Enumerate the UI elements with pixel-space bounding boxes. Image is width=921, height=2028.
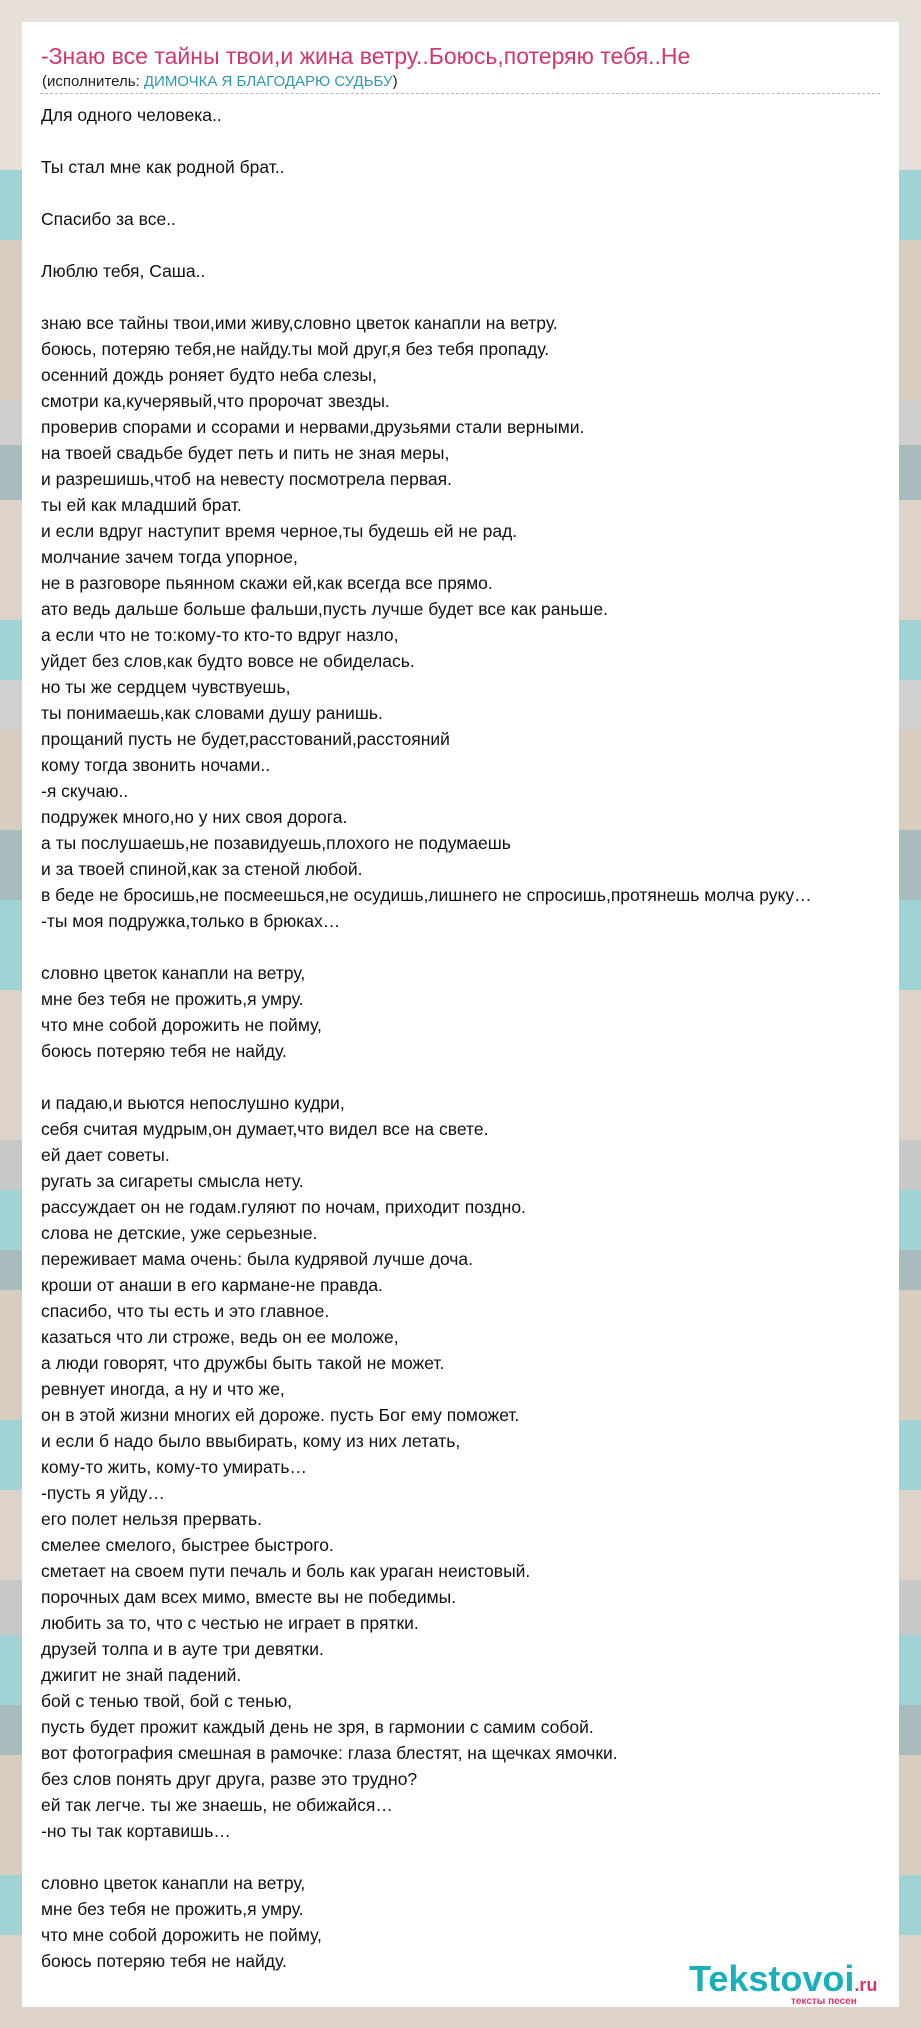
lyric-line: боюсь потеряю тебя не найду. xyxy=(41,1951,287,1971)
lyric-line xyxy=(41,1064,921,1090)
logo-name: Tekstovoi xyxy=(689,1958,855,1999)
logo-tld: .ru xyxy=(854,1975,878,1995)
lyric-line: прощаний пусть не будет,расстований,расстояний xyxy=(41,729,450,749)
lyric-line: а люди говорят, что дружбы быть такой не может. xyxy=(41,1353,445,1373)
lyric-line: и за твоей спиной,как за стеной любой. xyxy=(41,859,363,879)
lyric-line: подружек много,но у них своя дорога. xyxy=(41,807,348,827)
lyric-line: казаться что ли строже, ведь он ее моложе, xyxy=(41,1327,399,1347)
lyric-line: он в этой жизни многих ей дороже. пусть Бог ему поможет. xyxy=(41,1405,520,1425)
lyric-line: а ты послушаешь,не позавидуешь,плохого не подумаешь xyxy=(41,833,511,853)
lyric-line xyxy=(41,232,921,258)
lyric-line: мне без тебя не прожить,я умру. xyxy=(41,989,304,1009)
lyric-line: слова не детские, уже серьезные. xyxy=(41,1223,318,1243)
lyric-line: смотри ка,кучерявый,что пророчат звезды. xyxy=(41,391,390,411)
lyric-line: на твоей свадьбе будет петь и пить не зная меры, xyxy=(41,443,450,463)
lyric-line: молчание зачем тогда упорное, xyxy=(41,547,298,567)
lyric-line: ей дает советы. xyxy=(41,1145,170,1165)
lyric-line: и падаю,и вьются непослушно кудри, xyxy=(41,1093,345,1113)
lyrics-text xyxy=(41,102,921,1974)
lyric-line: и если б надо было ввыбирать, кому из них летать, xyxy=(41,1431,461,1451)
lyric-line: ругать за сигареты смысла нету. xyxy=(41,1171,304,1191)
lyric-line: Ты стал мне как родной брат.. xyxy=(41,157,285,177)
lyrics-card xyxy=(22,22,899,2007)
lyric-line: что мне собой дорожить не пойму, xyxy=(41,1015,322,1035)
lyric-line xyxy=(41,128,921,154)
lyric-line: кроши от анаши в его кармане-не правда. xyxy=(41,1275,383,1295)
lyric-line: в беде не бросишь,не посмеешься,не осудишь,лишнего не спросишь,протянешь молча руку… xyxy=(41,885,812,905)
lyric-line: его полет нельзя прервать. xyxy=(41,1509,263,1529)
artist-link[interactable]: ДИМОЧКА Я БЛАГОДАРЮ СУДЬБУ xyxy=(143,73,393,90)
lyric-line xyxy=(41,284,921,310)
lyric-line: любить за то, что с честью не играет в прятки. xyxy=(41,1613,419,1633)
lyric-line: боюсь потеряю тебя не найду. xyxy=(41,1041,287,1061)
lyric-line xyxy=(41,180,921,206)
lyric-line: знаю все тайны твои,ими живу,словно цветок канапли на ветру. xyxy=(41,313,558,333)
lyric-line: но ты же сердцем чувствуешь, xyxy=(41,677,291,697)
lyric-line: рассуждает он не годам.гуляют по ночам, приходит поздно. xyxy=(41,1197,526,1217)
lyric-line: ревнует иногда, а ну и что же, xyxy=(41,1379,285,1399)
lyric-line: -но ты так кортавишь… xyxy=(41,1821,231,1841)
lyric-line: -пусть я уйду… xyxy=(41,1483,165,1503)
lyric-line: без слов понять друг друга, разве это трудно? xyxy=(41,1769,418,1789)
lyric-line: словно цветок канапли на ветру, xyxy=(41,963,306,983)
lyric-line: джигит не знай падений. xyxy=(41,1665,242,1685)
lyric-line: Люблю тебя, Саша.. xyxy=(41,261,206,281)
lyric-line: -я скучаю.. xyxy=(41,781,129,801)
logo-subtitle: тексты песен xyxy=(791,1996,857,2007)
lyric-line: боюсь, потеряю тебя,не найду.ты мой друг,я без тебя пропаду. xyxy=(41,339,550,359)
lyric-line: кому тогда звонить ночами.. xyxy=(41,755,271,775)
lyric-line: ты ей как младший брат. xyxy=(41,495,242,515)
page-title: -Знаю все тайны твои,и жина ветру..Боюсь,потеряю тебя..Не xyxy=(41,43,691,69)
lyric-line: спасибо, что ты есть и это главное. xyxy=(41,1301,330,1321)
lyric-line: вот фотография смешная в рамочке: глаза блестят, на щечках ямочки. xyxy=(41,1743,618,1763)
lyric-line: Спасибо за все.. xyxy=(41,209,176,229)
lyric-line: смелее смелого, быстрее быстрого. xyxy=(41,1535,334,1555)
lyric-line: переживает мама очень: была кудрявой лучше доча. xyxy=(41,1249,474,1269)
lyric-line: осенний дождь роняет будто неба слезы, xyxy=(41,365,377,385)
lyric-line: проверив спорами и ссорами и нервами,друзьями стали верными. xyxy=(41,417,585,437)
lyric-line: ато ведь дальше больше фальши,пусть лучше будет все как раньше. xyxy=(41,599,608,619)
artist-suffix: ) xyxy=(392,73,398,90)
lyric-line xyxy=(41,1844,921,1870)
lyric-line: словно цветок канапли на ветру, xyxy=(41,1873,306,1893)
lyric-line: сметает на своем пути печаль и боль как ураган неистовый. xyxy=(41,1561,531,1581)
lyric-line: не в разговоре пьянном скажи ей,как всегда все прямо. xyxy=(41,573,493,593)
lyric-line: бой с тенью твой, бой с тенью, xyxy=(41,1691,292,1711)
lyric-line: себя считая мудрым,он думает,что видел все на свете. xyxy=(41,1119,489,1139)
lyric-line: кому-то жить, кому-то умирать… xyxy=(41,1457,308,1477)
lyric-line: порочных дам всех мимо, вместе вы не победимы. xyxy=(41,1587,457,1607)
lyric-line: и если вдруг наступит время черное,ты будешь ей не рад. xyxy=(41,521,518,541)
lyric-line: пусть будет прожит каждый день не зря, в гармонии с самим собой. xyxy=(41,1717,594,1737)
artist-line xyxy=(42,72,398,92)
lyric-line: ты понимаешь,как словами душу ранишь. xyxy=(41,703,383,723)
lyric-line: уйдет без слов,как будто вовсе не обиделась. xyxy=(41,651,415,671)
lyric-line: -ты моя подружка,только в брюках… xyxy=(41,911,341,931)
lyric-line: мне без тебя не прожить,я умру. xyxy=(41,1899,304,1919)
artist-prefix: (исполнитель: xyxy=(42,73,144,90)
lyric-line: а если что не то:кому-то кто-то вдруг назло, xyxy=(41,625,399,645)
site-logo[interactable] xyxy=(689,1959,899,2005)
lyric-line: ей так легче. ты же знаешь, не обижайся… xyxy=(41,1795,393,1815)
lyric-line: Для одного человека.. xyxy=(41,105,222,125)
lyric-line: друзей толпа и в ауте три девятки. xyxy=(41,1639,324,1659)
lyric-line: что мне собой дорожить не пойму, xyxy=(41,1925,322,1945)
title-divider xyxy=(40,93,880,94)
lyric-line xyxy=(41,934,921,960)
lyric-line: и разрешишь,чтоб на невесту посмотрела первая. xyxy=(41,469,453,489)
